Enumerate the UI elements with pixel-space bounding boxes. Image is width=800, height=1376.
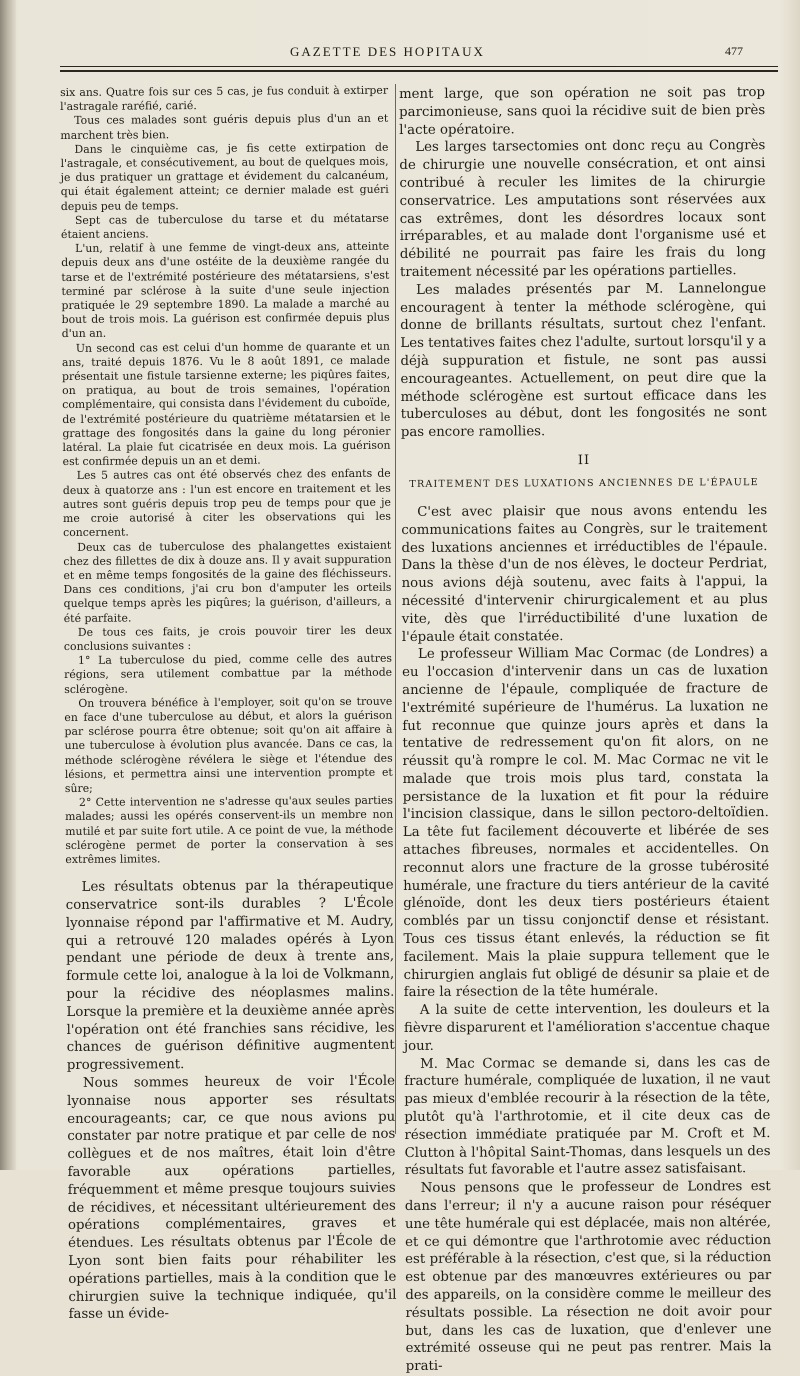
paragraph: six ans. Quatre fois sur ces 5 cas, je fus conduit à extirper l'astragale raréfié, carié. (60, 83, 389, 114)
left-column (60, 84, 397, 1324)
paragraph: 1° La tuberculose du pied, comme celle des autres régions, sera utilement combattue par la méthode sclérogène. (64, 651, 393, 696)
paragraph: Les malades présentés par M. Lannelongue encouragent à tenter la méthode sclérogène, qui donne de brillants résultats, surtout chez l'enfant. Les tentatives faites chez l'adulte, surtout lorsqu'il y a déjà suppuration et fistule, ne sont pas aussi encourageantes. Actuellement, on peut dire que la méthode sclérogène est surtout efficace dans les tuberculoses au début, dont les fongosités ne sont pas encore ramollies. (400, 280, 767, 441)
paragraph: M. Mac Cormac se demande si, dans les cas de fracture humérale, compliquée de luxation, il ne vaut pas mieux d'emblée recourir à la résection de la tête, plutôt qu'à l'arthrotomie, et il cite deux cas de résection immédiate pratiquée par M. Croft et M. Clutton à l'hôpital Saint-Thomas, dans lesquels un des résultats fut favorable et l'autre assez satisfaisant. (404, 1054, 771, 1179)
paragraph: Deux cas de tuberculose des phalangettes existaient chez des fillettes de dix à douze ans. Il y avait suppuration et en même temps fongosités de la gaine des fléchisseurs. Dans ces conditions, j'ai cru bon d'amputer les orteils quelque temps après les piqûres; la guérison, d'ailleurs, a été parfaite. (63, 538, 392, 625)
paragraph: Sept cas de tuberculose du tarse et du métatarse étaient anciens. (60, 211, 389, 242)
paragraph: Les résultats obtenus par la thérapeutique conservatrice sont-ils durables ? L'École lyonnaise répond par l'affirmative et M. Audry, qui a retrouvé 120 malades opérés à Lyon pendant une période de deux à trente ans, formule cette loi, analogue à la loi de Volkmann, pour la récidive des néoplasmes malins. Lorsque la première et la deuxième année après l'opération ont été franchies sans récidive, les chances de guérison définitive augmentent progressivement. (65, 877, 395, 1074)
paragraph: C'est avec plaisir que nous avons entendu les communications faites au Congrès, sur le traitement des luxations anciennes et irréductibles de l'épaule. Dans la thèse d'un de nos élèves, le docteur Perdriat, nous avions déjà soutenu, avec faits à l'appui, la nécessité d'intervenir chirurgicalement et au plus vite, dès que l'irréductibilité d'une luxation de l'épaule était constatée. (401, 503, 768, 645)
header-rule-thin (60, 66, 778, 67)
header-rule-thick (60, 70, 778, 72)
binding-shadow (0, 0, 16, 1170)
paragraph: L'un, relatif à une femme de vingt-deux ans, atteinte depuis deux ans d'une ostéite de la deuxième rangée du tarse et de l'extrémité postérieure des métatarsiens, s'est terminé par sclérose à la suite d'une seule injection pratiquée le 29 septembre 1890. La malade a marché au bout de trois mois. La guérison est confirmée depuis plus d'un an. (61, 239, 390, 341)
paragraph: Dans le cinquième cas, je fis cette extirpation de l'astragale, et consécutivement, au bout de quelques mois, je dus pratiquer un grattage et évidement du calcanéum, qui était également atteint; ce dernier malade est guéri depuis peu de temps. (60, 140, 389, 213)
section-title: TRAITEMENT DES LUXATIONS ANCIENNES DE L'ÉPAULE (409, 477, 759, 490)
page-number: 477 (725, 44, 743, 58)
paragraph: On trouvera bénéfice à l'employer, soit qu'on se trouve en face d'une tuberculose au début, et alors la guérison par sclérose pourra être obtenue; soit qu'on ait affaire à une tuberculose à évolution plus avancée. Dans ce cas, la méthode sclérogène révélera le siège et l'étendue des lésions, et permettra ainsi une intervention prompte et sûre; (64, 694, 393, 795)
running-head: GAZETTE DES HOPITAUX (290, 44, 485, 59)
paragraph: Nous sommes heureux de voir l'École lyonnaise nous apporter ses résultats encourageants; car, ce que nous avions pu constater par notre pratique et par celle de nos collègues et de nos maîtres, était loin d'être favorable aux opérations partielles, fréquemment et même presque toujours suivies de récidives, et nécessitant ultérieurement des opérations complémentaires, graves et étendues. Les résultats obtenus par l'École de Lyon sont bien faits pour réhabiliter les opérations partielles, mais à la condition que le chirurgien suive la technique indiquée, qu'il fasse un évide- (67, 1073, 397, 1323)
column-divider (395, 84, 396, 1134)
left-large-text (66, 877, 397, 1324)
paragraph: 2° Cette intervention ne s'adresse qu'aux seules parties malades; aussi les opérés conservent-ils un membre non mutilé et par suite fort utile. A ce point de vue, la méthode sclérogène permet de porter la conservation à ses extrêmes limites. (65, 793, 394, 866)
paragraph: Tous ces malades sont guéris depuis plus d'un an et marchent très bien. (60, 112, 389, 142)
paragraph: A la suite de cette intervention, les douleurs et la fièvre disparurent et l'amélioration s'accentue chaque jour. (403, 1001, 770, 1054)
paragraph: Un second cas est celui d'un homme de quarante et un ans, traité depuis 1876. Vu le 8 août 1891, ce malade présentait une fistule tarsienne externe; les piqûres faites, on pratiqua, au bout de trois semaines, l'opération complémentaire, qui consista dans l'évidement du cuboïde, de l'extrémité postérieure du quatrième métatarsien et le grattage des fongosités dans la gaine du long péronier latéral. La plaie fut cicatrisée en deux mois. La guérison est confirmée depuis un an et demi. (61, 339, 391, 469)
right-top-text (399, 84, 767, 442)
paragraph: Les larges tarsectomies ont donc reçu au Congrès de chirurgie une nouvelle consécration, et ont ainsi contribué à reculer les limites de la chirurgie conservatrice. Les amputations sont réservées aux cas extrêmes, dont les désordres locaux sont irréparables, et au malade dont l'organisme usé et débilité ne pourrait pas faire les frais du long traitement nécessité par les opérations partielles. (399, 138, 766, 280)
paragraph: ment large, que son opération ne soit pas trop parcimonieuse, sans quoi la récidive suit de bien près l'acte opératoire. (399, 85, 766, 138)
section-number: II (577, 452, 591, 469)
right-column (399, 84, 772, 1376)
left-small-text (60, 84, 393, 867)
paragraph: Le professeur William Mac Cormac (de Londres) a eu l'occasion d'intervenir dans un cas de luxation ancienne de l'épaule, compliquée de fracture de l'extrémité supérieure de l'humérus. La luxation ne fut reconnue que quinze jours après et dans la tentative de redressement qu'on fit alors, on ne réussit qu'à rompre le col. M. Mac Cormac ne vit le malade que trois mois plus tard, constata la persistance de la luxation et fit pour la réduire l'incision classique, dans le sillon pectoro-deltoïdien. La tête fut facilement découverte et libérée de ses attaches fibreuses, normales et accidentelles. On reconnut alors une fracture de la grosse tubérosité humérale, une fracture du tiers antérieur de la cavité glénoïde, dont les deux tiers postérieurs étaient comblés par un tissu conjonctif dense et résistant. Tous ces tissus étant enlevés, la réduction se fit facilement. Mais la plaie suppura tellement que le chirurgien anglais fut obligé de désunir sa plaie et de faire la résection de la tête humérale. (402, 645, 770, 1001)
right-bottom-text (401, 502, 772, 1376)
paragraph: Les 5 autres cas ont été observés chez des enfants de deux à quatorze ans : l'un est encore en traitement et les autres sont guéris depuis trop peu de temps pour que je me croie autorisé à citer les observations qui les concernent. (62, 467, 392, 540)
paragraph: Nous pensons que le professeur de Londres est dans l'erreur; il n'y a aucune raison pour réséquer une tête humérale qui est déplacée, mais non altérée, et ce qui démontre que l'arthrotomie avec réduction est préférable à la résection, c'est que, si la réduction est obtenue par des manœuvres extérieures ou par des appareils, on la considère comme le meilleur des résultats possible. La résection ne doit avoir pour but, dans les cas de luxation, que d'enlever une extrémité osseuse qui ne peut pas rentrer. Mais la prati- (404, 1179, 772, 1375)
paragraph: De tous ces faits, je crois pouvoir tirer les deux conclusions suivantes : (63, 623, 392, 653)
